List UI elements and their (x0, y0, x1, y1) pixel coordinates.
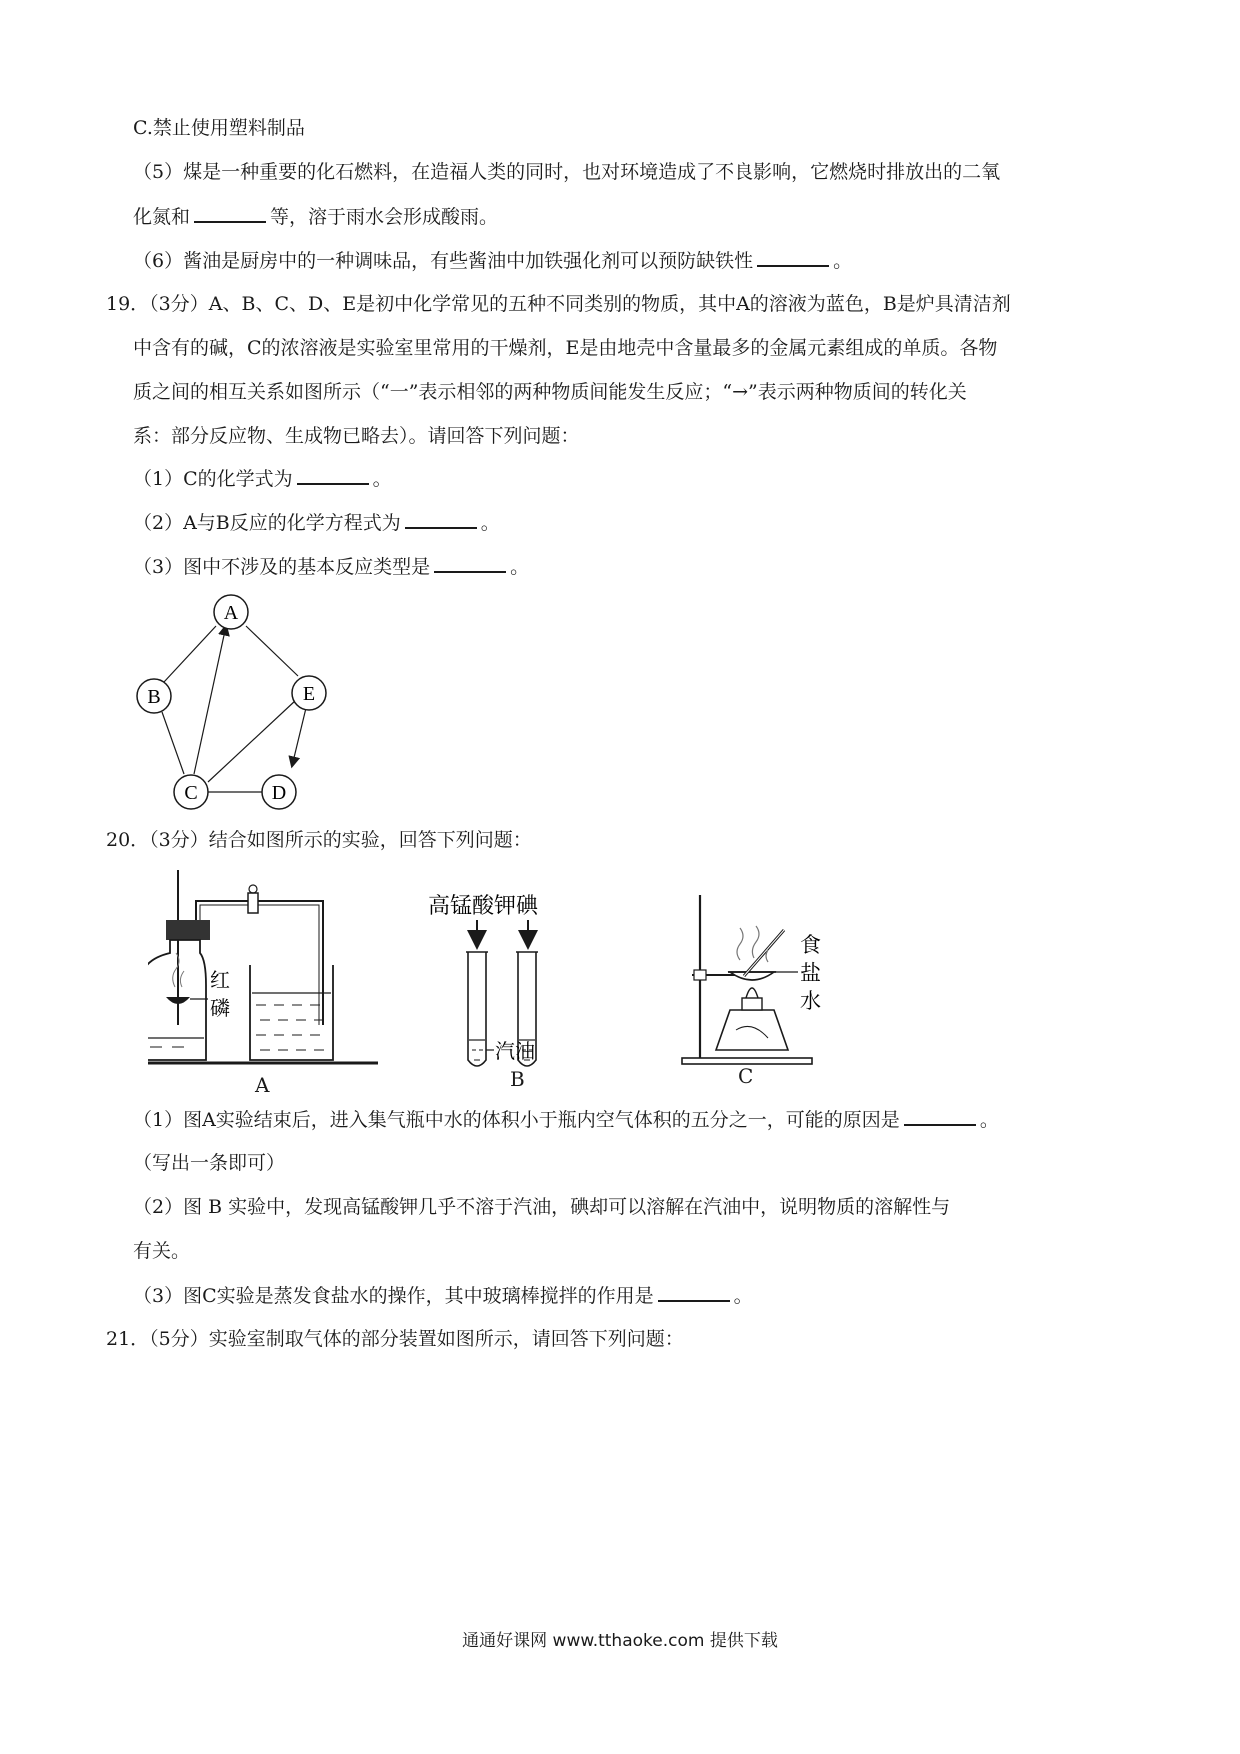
beaker (250, 965, 333, 1060)
figure-b (420, 880, 600, 1080)
svg-text:B: B (147, 686, 161, 708)
arrow-e-d (292, 708, 306, 766)
figure-a (148, 865, 378, 1095)
page-footer: 通通好课网 www.tthaoke.com 提供下载 (462, 1631, 778, 1651)
figure-c (672, 880, 852, 1080)
label-red: 红 (210, 968, 230, 992)
q18-6-text-b: 。 (833, 250, 853, 272)
figure-a-label: A (255, 1073, 270, 1097)
edge-c-e (208, 700, 296, 782)
svg-text:D: D (271, 782, 287, 804)
combustion-spoon (166, 997, 190, 1004)
q18-6 (133, 247, 852, 274)
q20-2: （2）图 B 实验中，发现高锰酸钾几乎不溶于汽油，碘却可以溶解在汽油中，说明物质的溶解性与 (133, 1196, 951, 1218)
q18-5-text-a: 化氮和 (133, 206, 191, 228)
q19-1-text-b: 。 (372, 468, 392, 490)
q19-2-text-b: 。 (480, 512, 500, 534)
q19-stem-2: 中含有的碱，C的浓溶液是实验室里常用的干燥剂，E是由地壳中含量最多的金属元素组成的单质。各物 (133, 337, 998, 359)
q21-stem: 21．（5分）实验室制取气体的部分装置如图所示，请回答下列问题： (106, 1328, 684, 1350)
q18-5-cont (133, 203, 498, 230)
answer-blank[interactable] (434, 553, 506, 573)
stopper (166, 920, 210, 940)
q19-stem-1: 19．（3分）A、B、C、D、E是初中化学常见的五种不同类别的物质，其中A的溶液为蓝色，B是炉具清洁剂 (106, 293, 1011, 315)
q19-stem-3: 质之间的相互关系如图所示（“一”表示相邻的两种物质间能发生反应；“→”表示两种物质间的转化关 (133, 381, 967, 403)
q19-relation-diagram (120, 588, 360, 828)
node-e (292, 676, 326, 710)
q20-3 (133, 1282, 753, 1309)
label-salt-3: 水 (800, 989, 821, 1013)
label-salt-1: 食 (800, 933, 821, 957)
node-d (262, 775, 296, 809)
svg-text:C: C (184, 782, 198, 804)
node-c (174, 775, 208, 809)
figure-b-label: B (510, 1067, 525, 1091)
q19-1-text-a: （1）C的化学式为 (133, 468, 293, 490)
answer-blank[interactable] (194, 203, 266, 223)
q19-3-text-a: （3）图中不涉及的基本反应类型是 (133, 556, 431, 578)
q20-2-cont: 有关。 (133, 1240, 191, 1262)
q20-3-text-a: （3）图C实验是蒸发食盐水的操作，其中玻璃棒搅拌的作用是 (133, 1285, 654, 1307)
q20-1-note: （写出一条即可） (133, 1152, 286, 1174)
q19-2-text-a: （2）A与B反应的化学方程式为 (133, 512, 401, 534)
answer-blank[interactable] (904, 1106, 976, 1126)
answer-blank[interactable] (658, 1282, 730, 1302)
svg-text:A: A (223, 602, 239, 624)
edge-a-b (164, 626, 216, 682)
test-tube-1 (468, 952, 486, 1066)
q20-3-text-b: 。 (733, 1285, 753, 1307)
answer-blank[interactable] (757, 247, 829, 267)
q18-6-text-a: （6）酱油是厨房中的一种调味品，有些酱油中加铁强化剂可以预防缺铁性 (133, 250, 754, 272)
q20-1 (133, 1106, 999, 1133)
alcohol-lamp (716, 1010, 788, 1050)
label-gasoline: 汽油 (495, 1039, 535, 1063)
q20-1-text-a: （1）图A实验结束后，进入集气瓶中水的体积小于瓶内空气体积的五分之一，可能的原因是 (133, 1109, 900, 1131)
q20-stem: 20．（3分）结合如图所示的实验，回答下列问题： (106, 829, 532, 851)
q19-1 (133, 465, 392, 492)
answer-blank[interactable] (405, 509, 477, 529)
q18-5-text: （5）煤是一种重要的化石燃料，在造福人类的同时，也对环境造成了不良影响，它燃烧时排放出的二氧 (133, 161, 1001, 183)
label-phosphorus: 磷 (210, 996, 230, 1020)
edge-b-c (162, 712, 184, 774)
clamp (248, 893, 258, 913)
arrow-c-a (194, 626, 226, 774)
option-c: C.禁止使用塑料制品 (133, 117, 305, 139)
svg-text:E: E (302, 683, 316, 705)
node-a (214, 595, 248, 629)
q19-3 (133, 553, 529, 580)
label-iodine: 碘 (516, 894, 539, 919)
q19-2 (133, 509, 500, 536)
q18-5-text-b: 等，溶于雨水会形成酸雨。 (270, 206, 499, 228)
answer-blank[interactable] (297, 465, 369, 485)
q19-stem-4: 系：部分反应物、生成物已略去）。请回答下列问题： (133, 425, 580, 447)
label-salt-2: 盐 (800, 961, 821, 985)
node-b (137, 679, 171, 713)
evaporating-dish (730, 972, 774, 980)
q19-3-text-b: 。 (510, 556, 530, 578)
figure-c-label: C (738, 1064, 754, 1088)
edge-a-e (246, 626, 298, 676)
label-kmno4: 高锰酸钾 (428, 894, 517, 919)
q20-1-text-b: 。 (979, 1109, 999, 1131)
